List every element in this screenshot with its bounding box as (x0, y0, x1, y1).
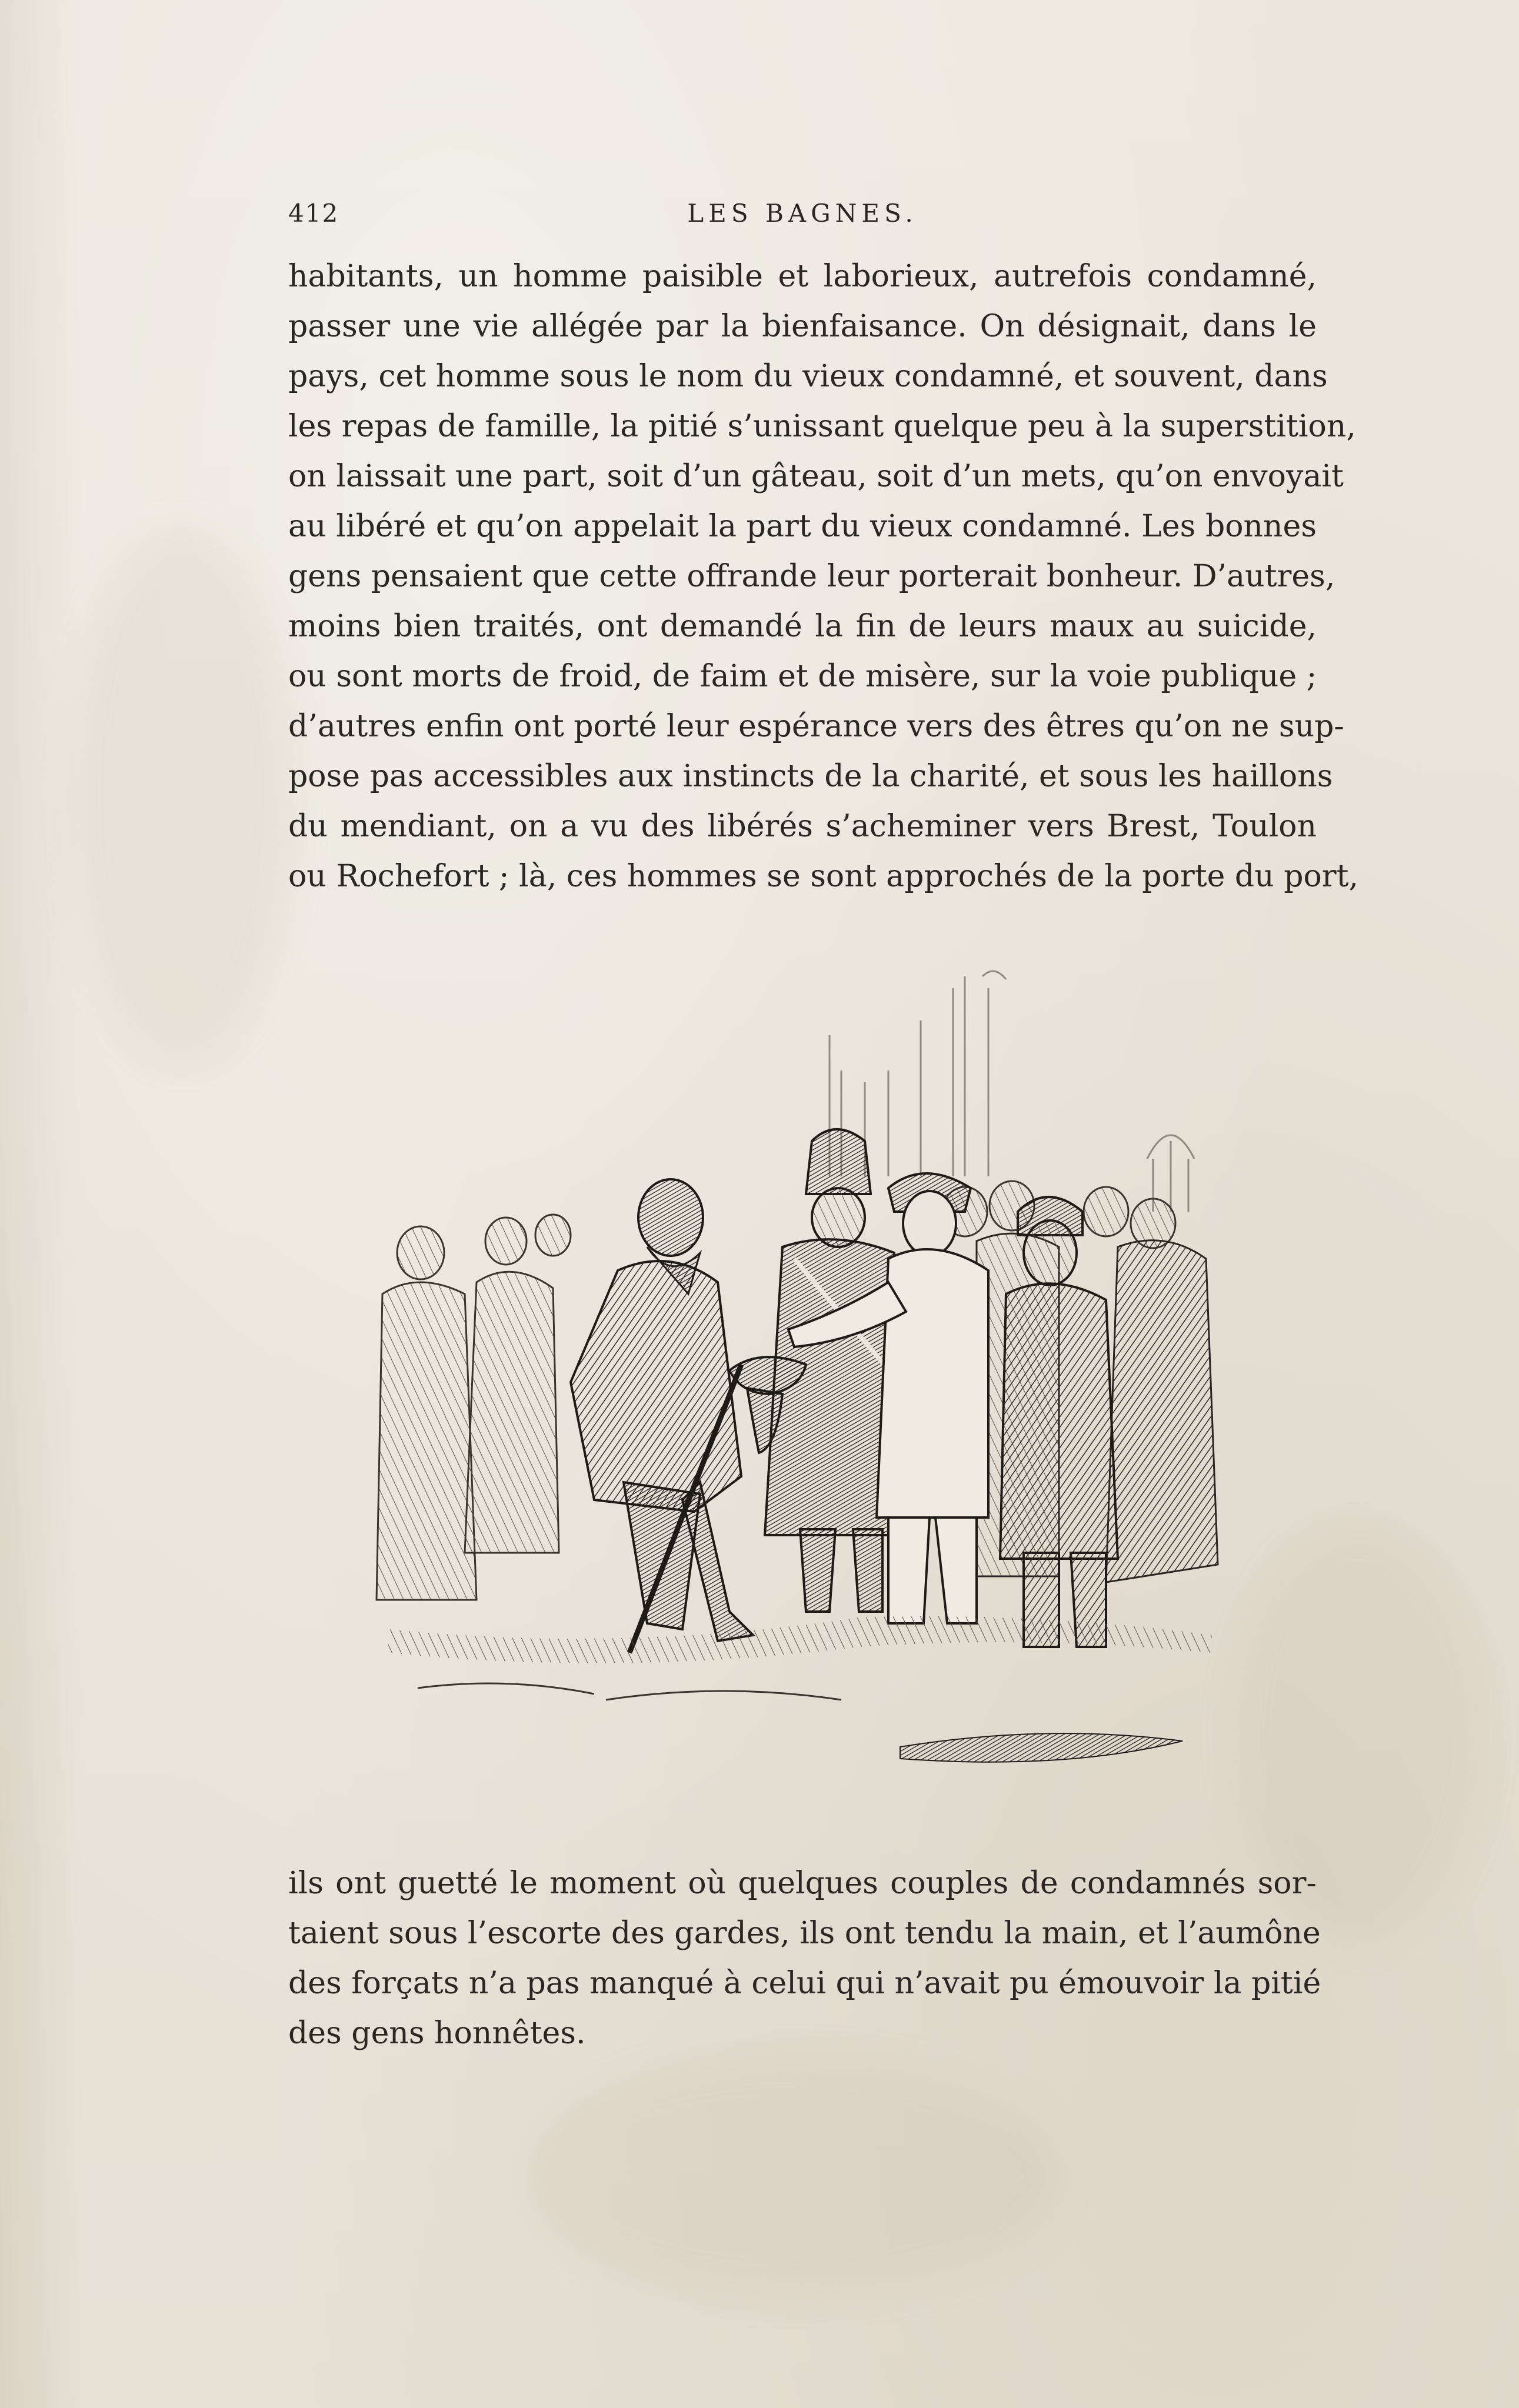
text-line: habitants, un homme paisible et laborieux, autrefois condamné, (288, 259, 1317, 294)
text-line: d’autres enfin ont porté leur espérance vers des êtres qu’on ne sup- (288, 709, 1344, 744)
text-line: ou Rochefort ; là, ces hommes se sont approchés de la porte du port, (288, 859, 1359, 894)
paper-stain (529, 2059, 1059, 2294)
text-line: moins bien traités, ont demandé la fin de leurs maux au suicide, (288, 609, 1317, 644)
text-line: passer une vie allégée par la bienfaisance. On désignait, dans le (288, 309, 1317, 344)
page-number: 412 (288, 199, 339, 228)
paper-stain (71, 529, 294, 1059)
beggar-figure (571, 1179, 806, 1653)
text-line: les repas de famille, la pitié s’unissant quelque peu à la superstition, (288, 409, 1356, 444)
background-gate (830, 971, 1194, 1212)
text-line: on laissait une part, soit d’un gâteau, soit d’un mets, qu’on envoyait (288, 459, 1344, 494)
text-line: gens pensaient que cette offrande leur porterait bonheur. D’autres, (288, 559, 1335, 594)
ground-shadows (388, 1616, 1212, 1762)
text-line: pose pas accessibles aux instincts de la charité, et sous les haillons (288, 759, 1333, 794)
body-text-bottom (288, 1859, 1321, 2059)
background-crowd-left (377, 1215, 571, 1600)
engraving-illustration (371, 965, 1224, 1812)
text-line: des gens honnêtes. (288, 2016, 586, 2051)
running-title: LES BAGNES. (687, 199, 918, 228)
text-line: au libéré et qu’on appelait la part du vieux condamné. Les bonnes (288, 509, 1317, 544)
body-text-top (288, 252, 1359, 902)
text-line: taient sous l’escorte des gardes, ils ont tendu la main, et l’aumône (288, 1916, 1321, 1951)
text-line: du mendiant, on a vu des libérés s’acheminer vers Brest, Toulon (288, 809, 1317, 844)
text-line: des forçats n’a pas manqué à celui qui n’avait pu émouvoir la pitié (288, 1966, 1321, 2001)
page-header (288, 199, 1317, 234)
text-line: pays, cet homme sous le nom du vieux condamné, et souvent, dans (288, 359, 1328, 394)
engraving-svg (371, 965, 1224, 1812)
text-line: ils ont guetté le moment où quelques couples de condamnés sor- (288, 1866, 1317, 1901)
text-line: ou sont morts de froid, de faim et de misère, sur la voie publique ; (288, 659, 1317, 694)
